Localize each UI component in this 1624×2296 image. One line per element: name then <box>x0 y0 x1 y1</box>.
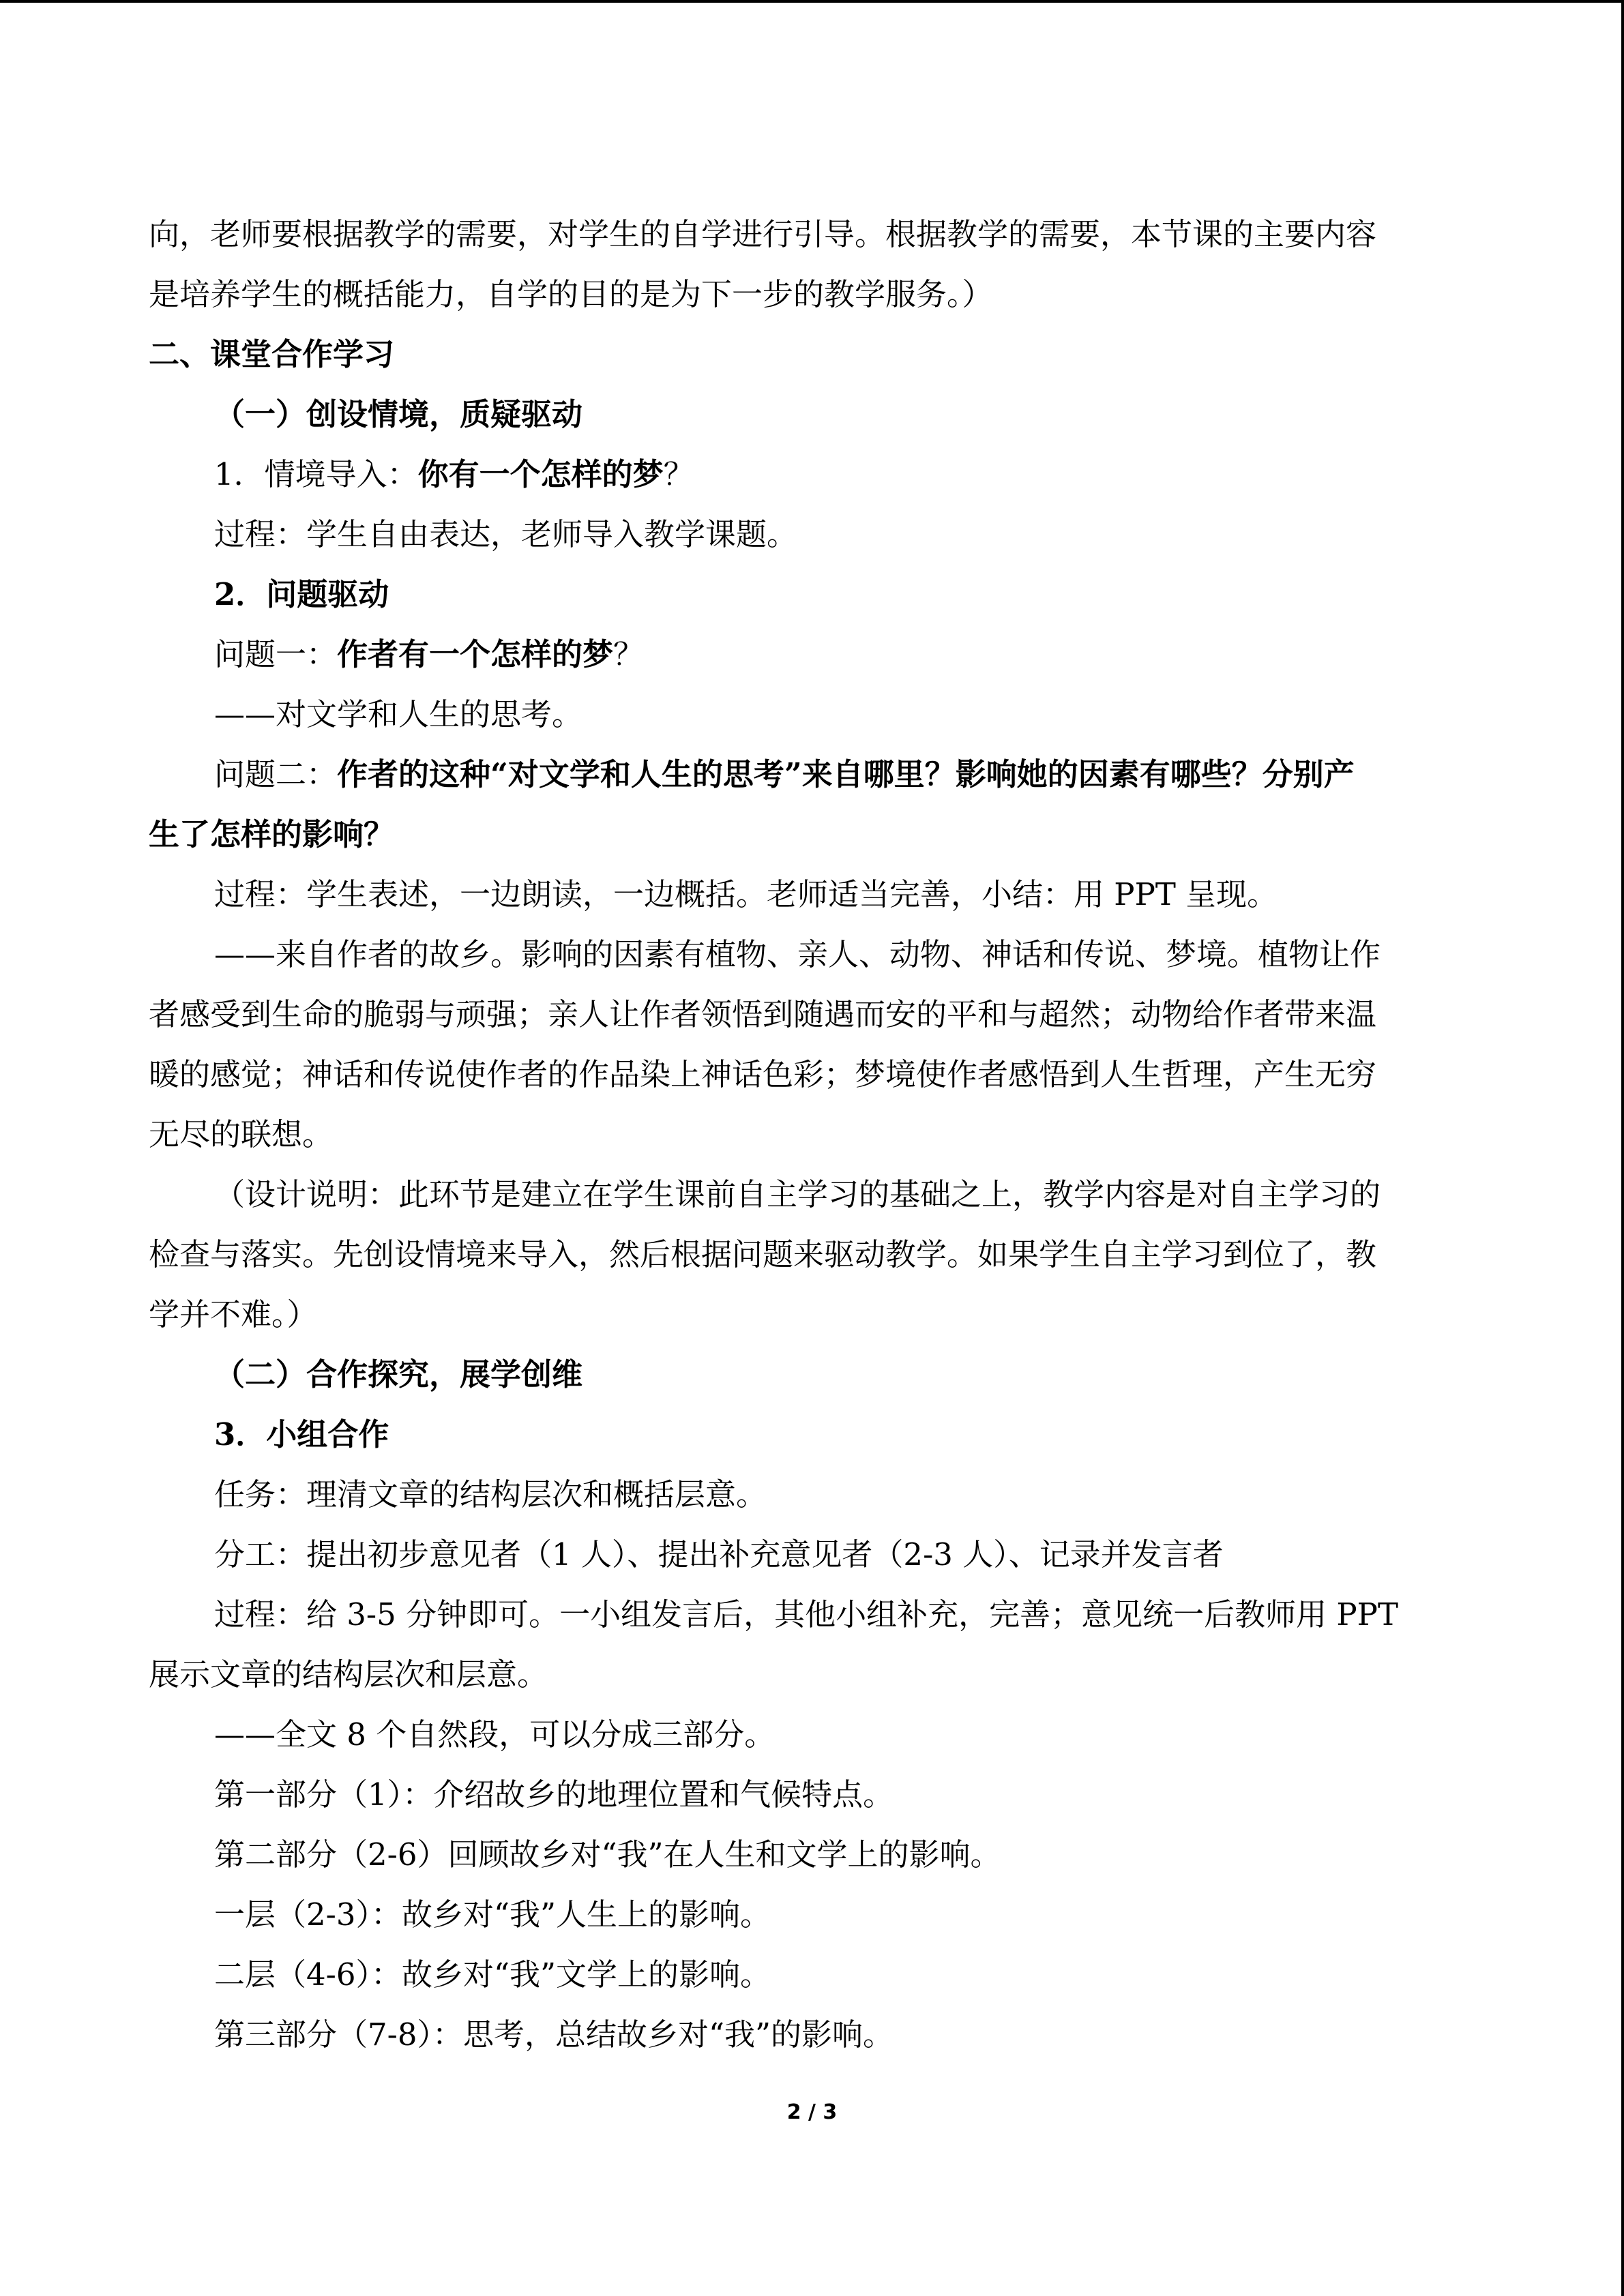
page-number: 2 / 3 <box>786 2100 838 2124</box>
paragraph-line: 检查与落实。先创设情境来导入，然后根据问题来驱动教学。如果学生自主学习到位了，教 <box>149 1236 1377 1272</box>
paragraph-line: 无尽的联想。 <box>149 1116 334 1152</box>
paragraph-line: 任务：理清文章的结构层次和概括层意。 <box>214 1476 767 1512</box>
paragraph-line: 第二部分（2-6）回顾故乡对“我”在人生和文学上的影响。 <box>214 1836 1001 1873</box>
paragraph-line <box>149 745 1458 805</box>
paragraph-line: 分工：提出初步意见者（1 人）、提出补充意见者（2-3 人）、记录并发言者 <box>214 1536 1224 1572</box>
paragraph-line: 展示文章的结构层次和层意。 <box>149 1656 548 1693</box>
subsection-heading: （一）创设情境，质疑驱动 <box>214 396 583 432</box>
label-text: 问题一： <box>214 636 338 672</box>
paragraph-line: 一层（2-3）：故乡对“我”人生上的影响。 <box>214 1896 771 1933</box>
emphasis-text: 你有一个怎样的梦 <box>417 456 664 492</box>
paragraph-line <box>149 445 1458 505</box>
paragraph-line: ——来自作者的故乡。影响的因素有植物、亲人、动物、神话和传说、梦境。植物让作 <box>214 936 1381 972</box>
label-text: 问题二： <box>214 756 338 792</box>
document-body <box>149 205 1458 2065</box>
subsection-heading: （二）合作探究，展学创维 <box>214 1356 583 1392</box>
label-text: 1．情境导入： <box>214 456 418 492</box>
emphasis-line: 生了怎样的影响？ <box>149 816 395 852</box>
paragraph-line: ——对文学和人生的思考。 <box>214 696 583 732</box>
emphasis-text: 作者有一个怎样的梦 <box>337 636 614 672</box>
punctuation-text: ？ <box>613 636 645 672</box>
item-heading: 2．问题驱动 <box>214 576 389 612</box>
page-border-right <box>1621 0 1624 2296</box>
paragraph-line: 过程：给 3-5 分钟即可。一小组发言后，其他小组补充，完善；意见统一后教师用 PPT <box>214 1596 1398 1632</box>
punctuation-text: ？ <box>663 456 694 492</box>
paragraph-line: 过程：学生自由表达，老师导入教学课题。 <box>214 516 798 552</box>
page-border-top <box>0 0 1624 3</box>
paragraph-line: 是培养学生的概括能力，自学的目的是为下一步的教学服务。） <box>149 276 993 312</box>
item-heading: 3．小组合作 <box>214 1416 389 1452</box>
paragraph-line: 过程：学生表述，一边朗读，一边概括。老师适当完善，小结：用 PPT 呈现。 <box>214 876 1278 912</box>
paragraph-line: 暖的感觉；神话和传说使作者的作品染上神话色彩；梦境使作者感悟到人生哲理，产生无穷 <box>149 1056 1377 1092</box>
paragraph-line <box>149 625 1458 685</box>
paragraph-line: （设计说明：此环节是建立在学生课前自主学习的基础之上，教学内容是对自主学习的 <box>214 1176 1381 1212</box>
paragraph-line: 学并不难。） <box>149 1296 318 1332</box>
emphasis-text: 作者的这种“对文学和人生的思考”来自哪里？影响她的因素有哪些？分别产 <box>337 756 1355 792</box>
paragraph-line: 第三部分（7-8）：思考，总结故乡对“我”的影响。 <box>214 2016 894 2053</box>
paragraph-line: 向，老师要根据教学的需要，对学生的自学进行引导。根据教学的需要，本节课的主要内容 <box>149 216 1377 252</box>
paragraph-line: ——全文 8 个自然段，可以分成三部分。 <box>214 1716 776 1753</box>
paragraph-line: 二层（4-6）：故乡对“我”文学上的影响。 <box>214 1956 771 1993</box>
paragraph-line: 第一部分（1）：介绍故乡的地理位置和气候特点。 <box>214 1776 894 1813</box>
section-heading: 二、课堂合作学习 <box>149 336 395 372</box>
paragraph-line: 者感受到生命的脆弱与顽强；亲人让作者领悟到随遇而安的平和与超然；动物给作者带来温 <box>149 996 1377 1032</box>
